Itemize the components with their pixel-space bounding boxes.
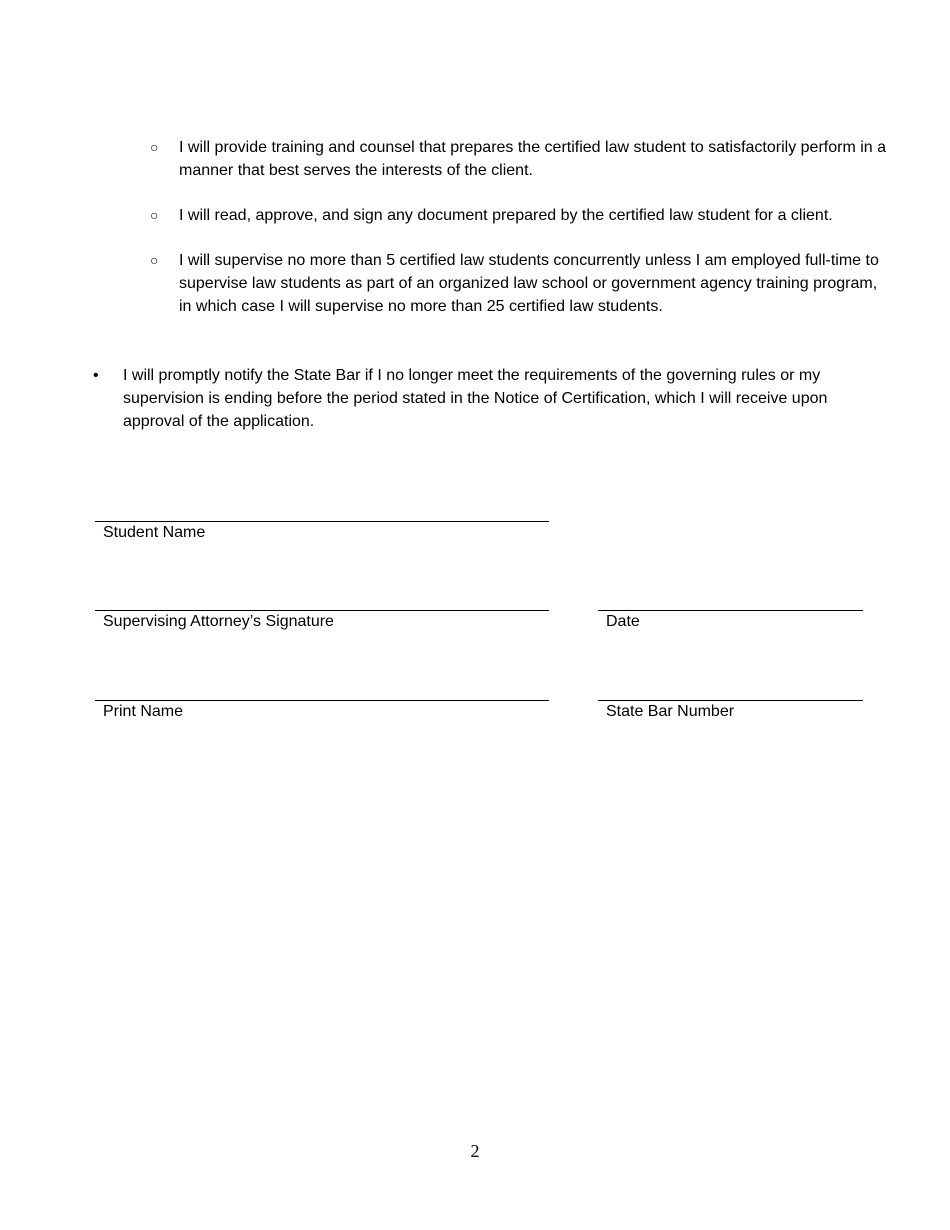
hollow-bullet-icon: ○ (150, 139, 159, 155)
supervision-commitments-list (150, 136, 890, 340)
attorney-signature-label: Supervising Attorney’s Signature (103, 613, 334, 630)
bullet-icon: • (93, 367, 99, 384)
date-line[interactable] (598, 610, 863, 611)
date-label: Date (606, 613, 640, 630)
print-name-label: Print Name (103, 703, 184, 720)
hollow-bullet-icon: ○ (150, 252, 159, 268)
list-item (150, 136, 890, 182)
list-item (150, 204, 890, 227)
commitment-documents-text: I will read, approve, and sign any document prepared by the certified law student for a client. (179, 207, 833, 224)
commitment-student-limit-text: I will supervise no more than 5 certified law students concurrently unless I am employed full-time to supervise law students as part of an organized law school or government agency training program, in which case I will supervise no more than 25 certified law students. (179, 252, 879, 315)
state-bar-number-line[interactable] (598, 700, 863, 701)
commitment-training-text: I will provide training and counsel that prepares the certified law student to satisfactorily perform in a manner that best serves the interests of the client. (179, 139, 887, 179)
list-item (150, 249, 890, 318)
page-number: 2 (470, 1141, 480, 1161)
hollow-bullet-icon: ○ (150, 207, 159, 223)
notify-state-bar-text: I will promptly notify the State Bar if I no longer meet the requirements of the governing rules or my supervision is ending before the period stated in the Notice of Certification, which I will receive upon approval of the application. (123, 367, 828, 430)
attorney-signature-line[interactable] (95, 610, 549, 611)
state-bar-number-label: State Bar Number (606, 703, 735, 720)
notify-state-bar-item (93, 364, 893, 433)
student-name-line[interactable] (95, 521, 549, 522)
print-name-line[interactable] (95, 700, 549, 701)
student-name-label: Student Name (103, 524, 206, 541)
